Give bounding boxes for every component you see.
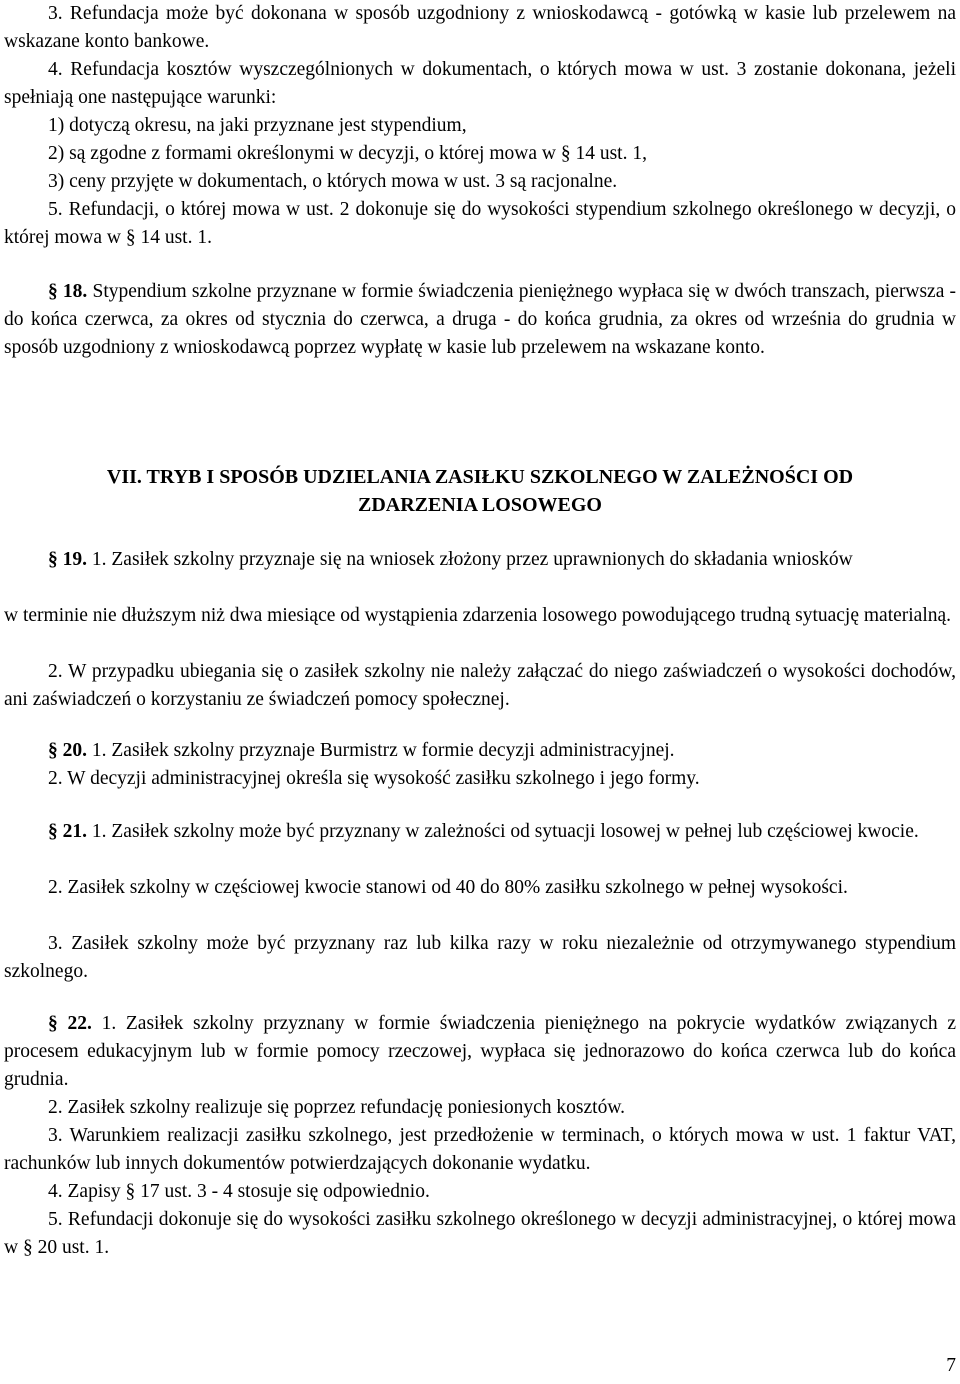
paragraph-5: 5. Refundacji, o której mowa w ust. 2 dokonuje się do wysokości stypendium szkolnego określonego w decyzji, o której mowa w § 14 ust. 1. xyxy=(4,199,956,248)
condition-item-1: 1) dotyczą okresu, na jaki przyznane jest stypendium, xyxy=(48,115,467,136)
section-20-item-1: 1. Zasiłek szkolny przyznaje Burmistrz w formie decyzji administracyjnej. xyxy=(91,740,675,761)
paragraph-3: 3. Refundacja może być dokonana w sposób uzgodniony z wnioskodawcą - gotówką w kasie lub przelewem na wskazane konto bankowe. xyxy=(4,3,956,52)
section-21-1 xyxy=(4,818,956,846)
section-21-3: 3. Zasiłek szkolny może być przyznany raz lub kilka razy w roku niezależnie od otrzymywanego stypendium szkolnego. xyxy=(4,933,956,982)
conditions-list xyxy=(48,112,954,196)
section-20-1 xyxy=(4,737,956,765)
section-19-2: 2. W przypadku ubiegania się o zasiłek szkolny nie należy załączać do niego zaświadczeń o wysokości dochodów, ani zaświadczeń o korzystaniu ze świadczeń pomocy społecznej. xyxy=(4,661,956,710)
section-21-2: 2. Zasiłek szkolny w częściowej kwocie stanowi od 40 do 80% zasiłku szkolnego w pełnej wysokości. xyxy=(48,877,848,898)
section-18-text: Stypendium szkolne przyznane w formie świadczenia pieniężnego wypłaca się w dwóch transzach, pierwsza - do końca czerwca, za okres od stycznia do czerwca, a druga - do końca grudnia, za okres od września do grudnia w sposób uzgodniony z wnioskodawcą poprzez wypłatę w kasie lub przelewem na wskazane konto. xyxy=(4,281,957,358)
section-19-number: § 19. xyxy=(48,549,87,570)
section-19-item-1a: 1. Zasiłek szkolny przyznaje się na wniosek złożony przez uprawnionych do składania wniosków xyxy=(91,549,853,570)
section-20-2: 2. W decyzji administracyjnej określa się wysokość zasiłku szkolnego i jego formy. xyxy=(48,768,700,789)
condition-item-3: 3) ceny przyjęte w dokumentach, o których mowa w ust. 3 są racjonalne. xyxy=(48,171,618,192)
section-22-item-1: 1. Zasiłek szkolny przyznany w formie świadczenia pieniężnego na pokrycie wydatków związanych z procesem edukacyjnym lub w formie pomocy rzeczowej, wypłaca się jednorazowo do końca czerwca lub do końca grudnia. xyxy=(4,1013,957,1090)
section-18 xyxy=(4,278,956,362)
section-21-item-1: 1. Zasiłek szkolny może być przyznany w zależności od sytuacji losowej w pełnej lub częściowej kwocie. xyxy=(91,821,919,842)
section-22-2: 2. Zasiłek szkolny realizuje się poprzez refundację poniesionych kosztów. xyxy=(48,1097,626,1118)
section-22-1 xyxy=(4,1010,956,1094)
section-19-1a xyxy=(4,546,956,574)
section-20-number: § 20. xyxy=(48,740,87,761)
section-21-number: § 21. xyxy=(48,821,87,842)
chapter-heading-line-1: VII. TRYB I SPOSÓB UDZIELANIA ZASIŁKU SZKOLNEGO W ZALEŻNOŚCI OD xyxy=(106,466,854,488)
chapter-heading xyxy=(0,463,960,519)
section-18-number: § 18. xyxy=(48,281,88,302)
section-22-number: § 22. xyxy=(48,1013,92,1034)
page-number: 7 xyxy=(946,1355,956,1376)
section-19-1b: w terminie nie dłuższym niż dwa miesiące od wystąpienia zdarzenia losowego powodującego trudną sytuację materialną. xyxy=(4,605,952,626)
condition-item-2: 2) są zgodne z formami określonymi w decyzji, o której mowa w § 14 ust. 1, xyxy=(48,143,647,164)
section-22-4: 4. Zapisy § 17 ust. 3 - 4 stosuje się odpowiednio. xyxy=(48,1181,430,1202)
section-22-3: 3. Warunkiem realizacji zasiłku szkolnego, jest przedłożenie w terminach, o których mowa w ust. 1 faktur VAT, rachunków lub innych dokumentów potwierdzających dokonanie wydatku. xyxy=(4,1125,956,1174)
chapter-heading-line-2: ZDARZENIA LOSOWEGO xyxy=(358,494,602,516)
paragraph-4: 4. Refundacja kosztów wyszczególnionych w dokumentach, o których mowa w ust. 3 zostanie dokonana, jeżeli spełniają one następujące warunki: xyxy=(4,59,956,108)
section-22-5: 5. Refundacji dokonuje się do wysokości zasiłku szkolnego określonego w decyzji administracyjnej, o której mowa w § 20 ust. 1. xyxy=(4,1209,956,1258)
